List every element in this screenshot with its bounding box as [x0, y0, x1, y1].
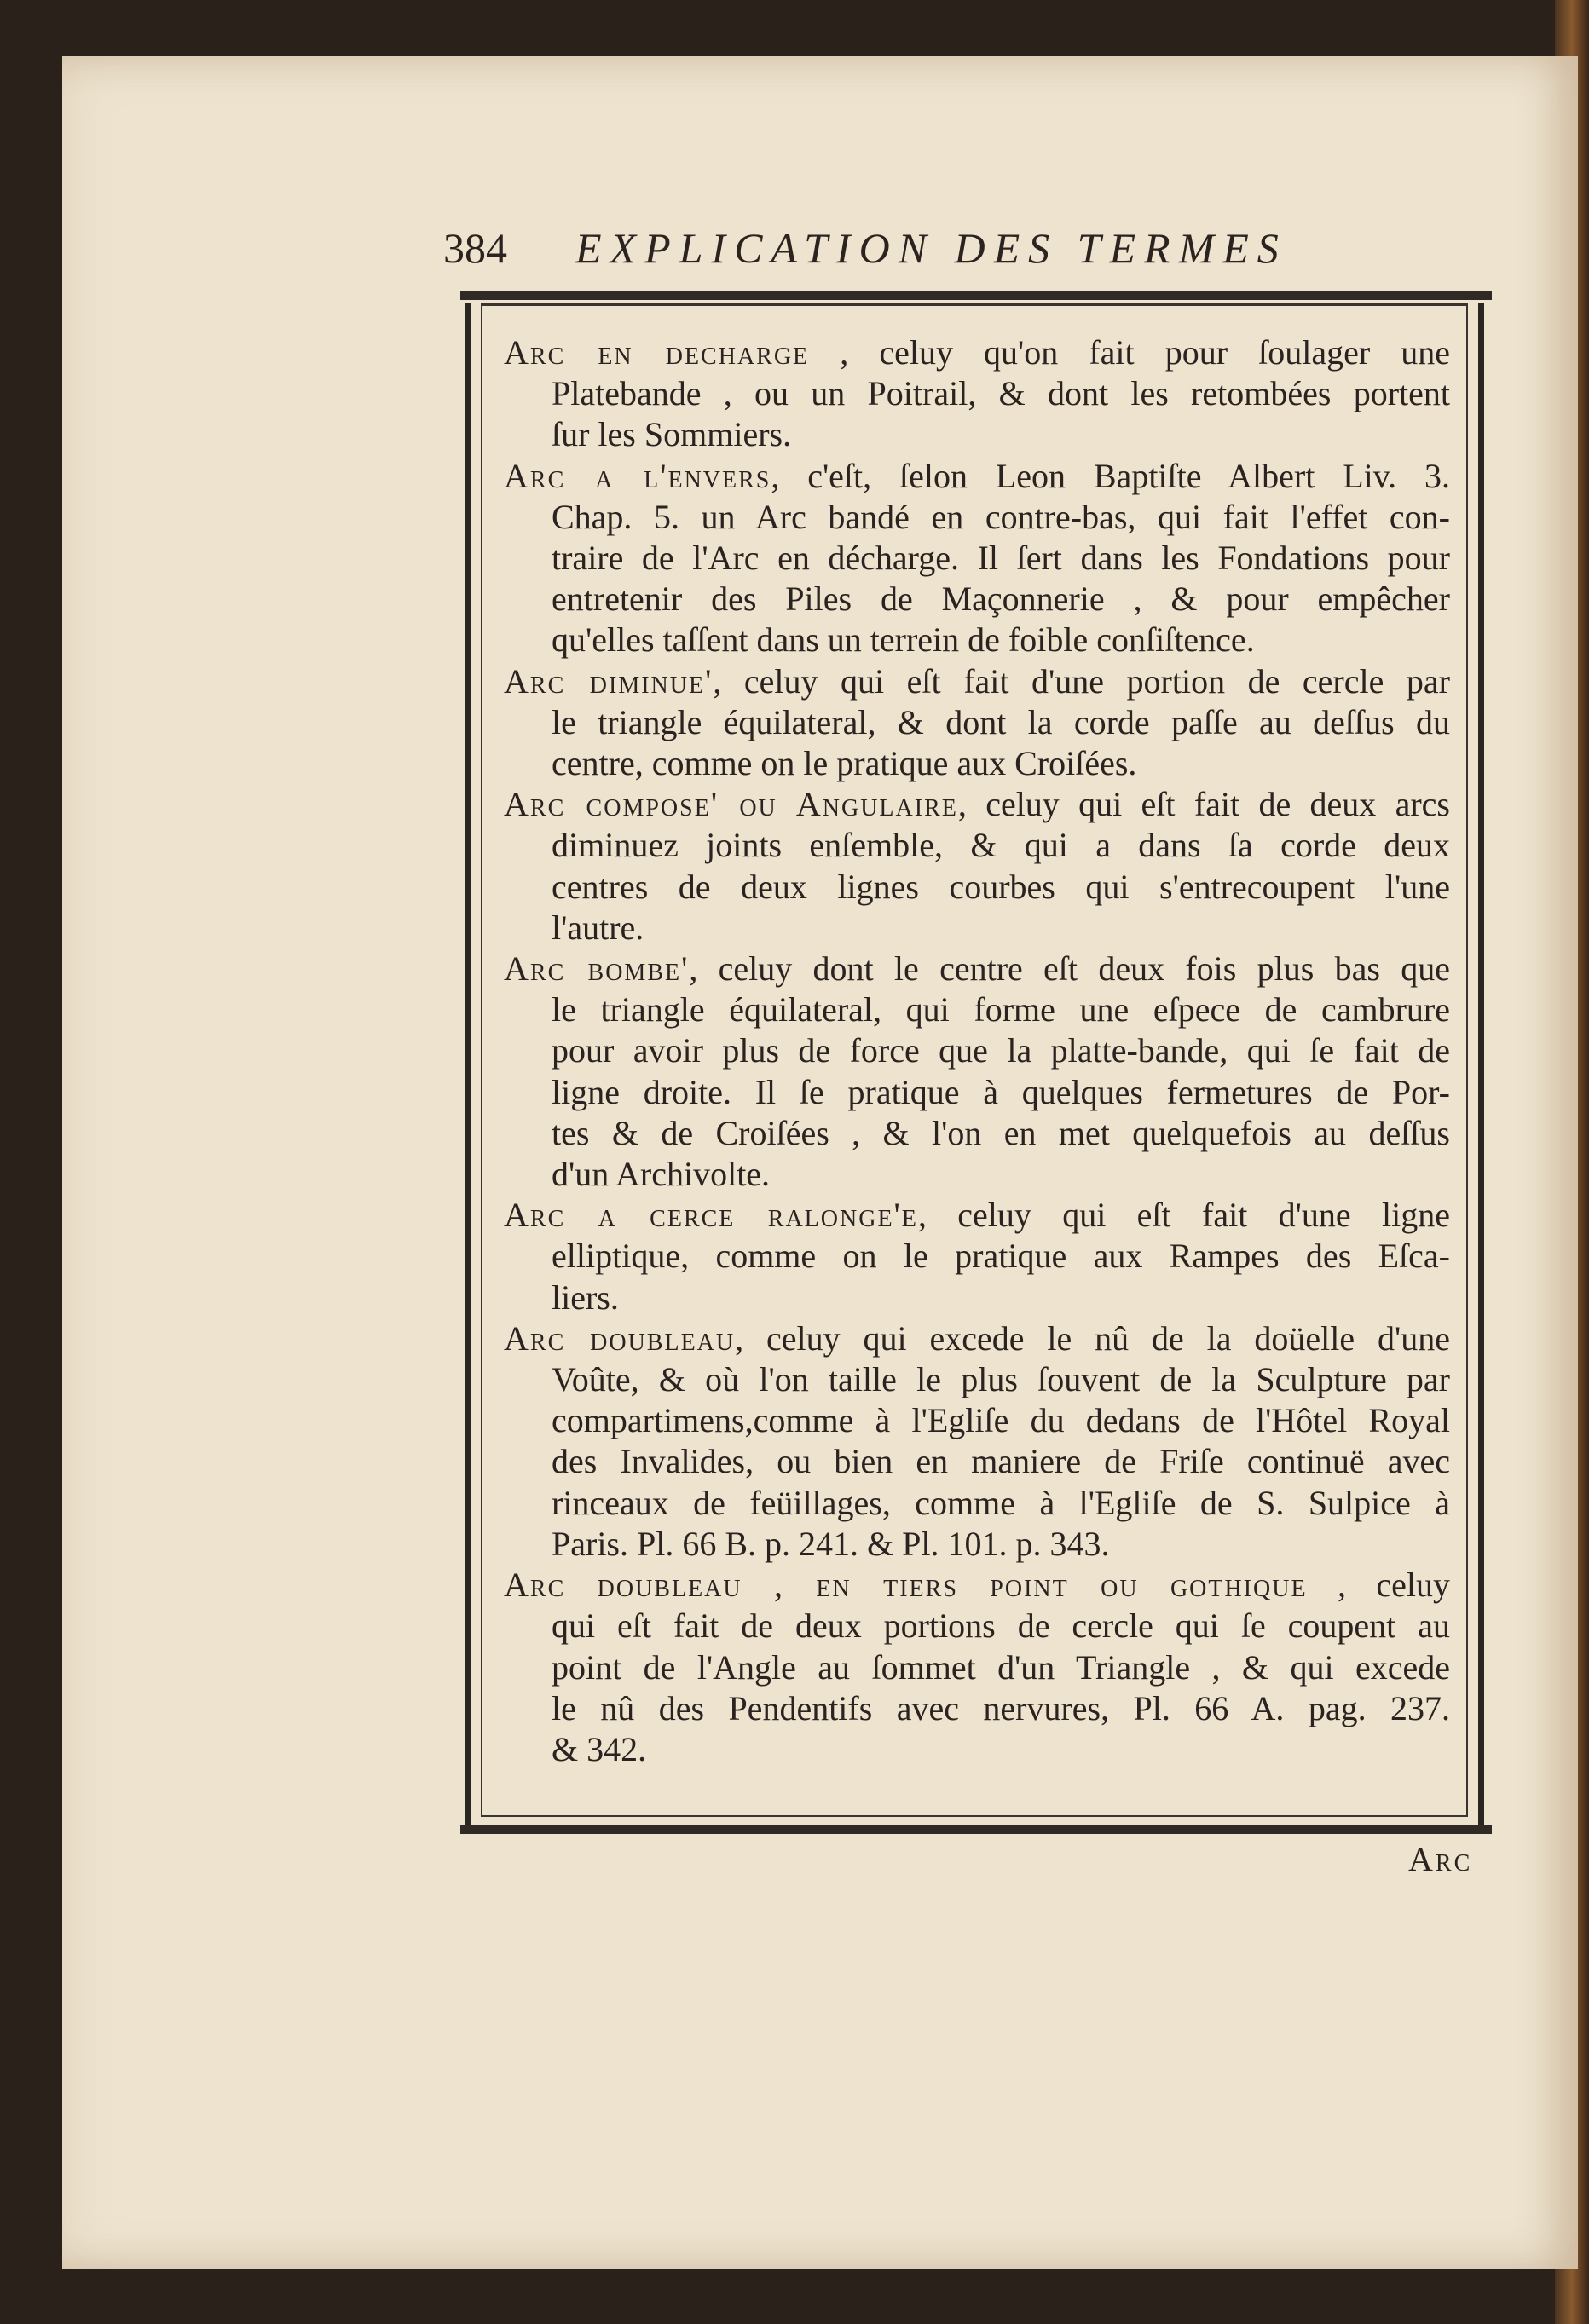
entry-text: , celuy qui excede le nû de la doüelle d'une — [735, 1318, 1450, 1358]
entry-first-line — [504, 1565, 1450, 1606]
entry-text: , c'eſt, ſelon Leon Baptiſte Albert Liv. 3. — [771, 456, 1450, 495]
entry-line: ſur les Sommiers. — [552, 415, 792, 454]
entry-line: l'autre. — [552, 908, 644, 947]
entry-line: centres de deux lignes courbes qui s'entrecoupent l'une — [552, 867, 1450, 906]
entry-first-line — [504, 949, 1450, 989]
entry-line: le triangle équilateral, qui forme une eſpece de cambrure — [552, 990, 1450, 1029]
entry-line: Voûte, & où l'on taille le plus ſouvent de la Sculpture par — [552, 1360, 1450, 1399]
entry-first-line — [504, 332, 1450, 373]
glossary-entry — [504, 1565, 1450, 1770]
entry-line: traire de l'Arc en décharge. Il ſert dans les Fondations pour — [552, 539, 1450, 578]
entry-first-line — [504, 1195, 1450, 1236]
entry-text: , celuy qui eſt fait de deux arcs — [957, 785, 1451, 824]
running-title: EXPLICATION DES TERMES — [575, 224, 1287, 272]
glossary-text — [504, 332, 1450, 1770]
entry-line: liers. — [552, 1277, 619, 1317]
entry-term: Arc doubleau — [504, 1318, 736, 1358]
entry-line: Paris. Pl. 66 B. p. 241. & Pl. 101. p. 343. — [552, 1524, 1110, 1563]
bottom-rule — [460, 1825, 1492, 1834]
entry-text: , celuy — [1307, 1566, 1450, 1605]
entry-term: Arc en decharge — [504, 333, 810, 372]
entry-line: elliptique, comme on le pratique aux Rampes des Eſca- — [552, 1237, 1450, 1276]
entry-first-line — [504, 784, 1450, 825]
entry-line: d'un Archivolte. — [552, 1155, 771, 1194]
entry-line: rinceaux de feüillages, comme à l'Egliſe de S. Sulpice à — [552, 1483, 1450, 1522]
glossary-entry — [504, 784, 1450, 949]
entry-line: Chap. 5. un Arc bandé en contre-bas, qui fait l'effet con- — [552, 497, 1450, 536]
entry-line: compartimens,comme à l'Egliſe du dedans de l'Hôtel Royal — [552, 1401, 1450, 1440]
entry-line: des Invalides, ou bien en maniere de Friſe continuë avec — [552, 1442, 1450, 1481]
entry-line: pour avoir plus de force que la platte-bande, qui ſe fait de — [552, 1031, 1450, 1070]
entry-line: Platebande , ou un Poitrail, & dont les retombées portent — [552, 374, 1450, 413]
top-rule — [460, 291, 1492, 300]
entry-text: , celuy qu'on fait pour ſoulager une — [809, 333, 1450, 372]
entry-first-line — [504, 1318, 1450, 1359]
entry-line: qu'elles taſſent dans un terrein de foible conſiſtence. — [552, 620, 1255, 660]
entry-line: centre, comme on le pratique aux Croiſées. — [552, 744, 1137, 783]
entry-text: , celuy qui eſt fait d'une ligne — [917, 1196, 1450, 1235]
entry-term: Arc compose' ou Angulaire — [504, 785, 958, 824]
entry-term: Arc a l'envers — [504, 456, 771, 495]
entry-first-line — [504, 456, 1450, 497]
page-number: 384 — [443, 224, 507, 272]
entry-line: ligne droite. Il ſe pratique à quelques fermetures de Por- — [552, 1072, 1450, 1111]
entry-line: tes & de Croiſées , & l'on en met quelquefois au deſſus — [552, 1113, 1450, 1152]
entry-term: Arc a cerce ralonge'e — [504, 1196, 918, 1235]
entry-term: Arc bombe' — [504, 949, 690, 989]
entry-first-line — [504, 661, 1450, 702]
glossary-entry — [504, 949, 1450, 1195]
glossary-entry — [504, 332, 1450, 456]
entry-line: le nû des Pendentifs avec nervures, Pl. 66 A. pag. 237. — [552, 1688, 1450, 1727]
entry-line: qui eſt fait de deux portions de cercle qui ſe coupent au — [552, 1606, 1450, 1646]
entry-line: diminuez joints enſemble, & qui a dans ſa corde deux — [552, 826, 1450, 865]
glossary-entry — [504, 1195, 1450, 1318]
entry-line: entretenir des Piles de Maçonnerie , & pour empêcher — [552, 580, 1450, 619]
entry-line: & 342. — [552, 1729, 647, 1768]
entry-text: , celuy dont le centre eſt deux fois plus bas que — [689, 949, 1450, 989]
entry-text: , celuy qui eſt fait d'une portion de cercle par — [713, 661, 1450, 701]
entry-term: Arc doubleau , en tiers point ou gothique — [504, 1566, 1308, 1605]
glossary-entry — [504, 661, 1450, 785]
entry-line: point de l'Angle au ſommet d'un Triangle , & qui excede — [552, 1647, 1450, 1687]
entry-line: le triangle équilateral, & dont la corde paſſe au deſſus du — [552, 702, 1450, 741]
glossary-entry — [504, 1318, 1450, 1565]
entry-term: Arc diminue' — [504, 661, 714, 701]
catchword: Arc — [1408, 1840, 1473, 1878]
glossary-entry — [504, 456, 1450, 661]
